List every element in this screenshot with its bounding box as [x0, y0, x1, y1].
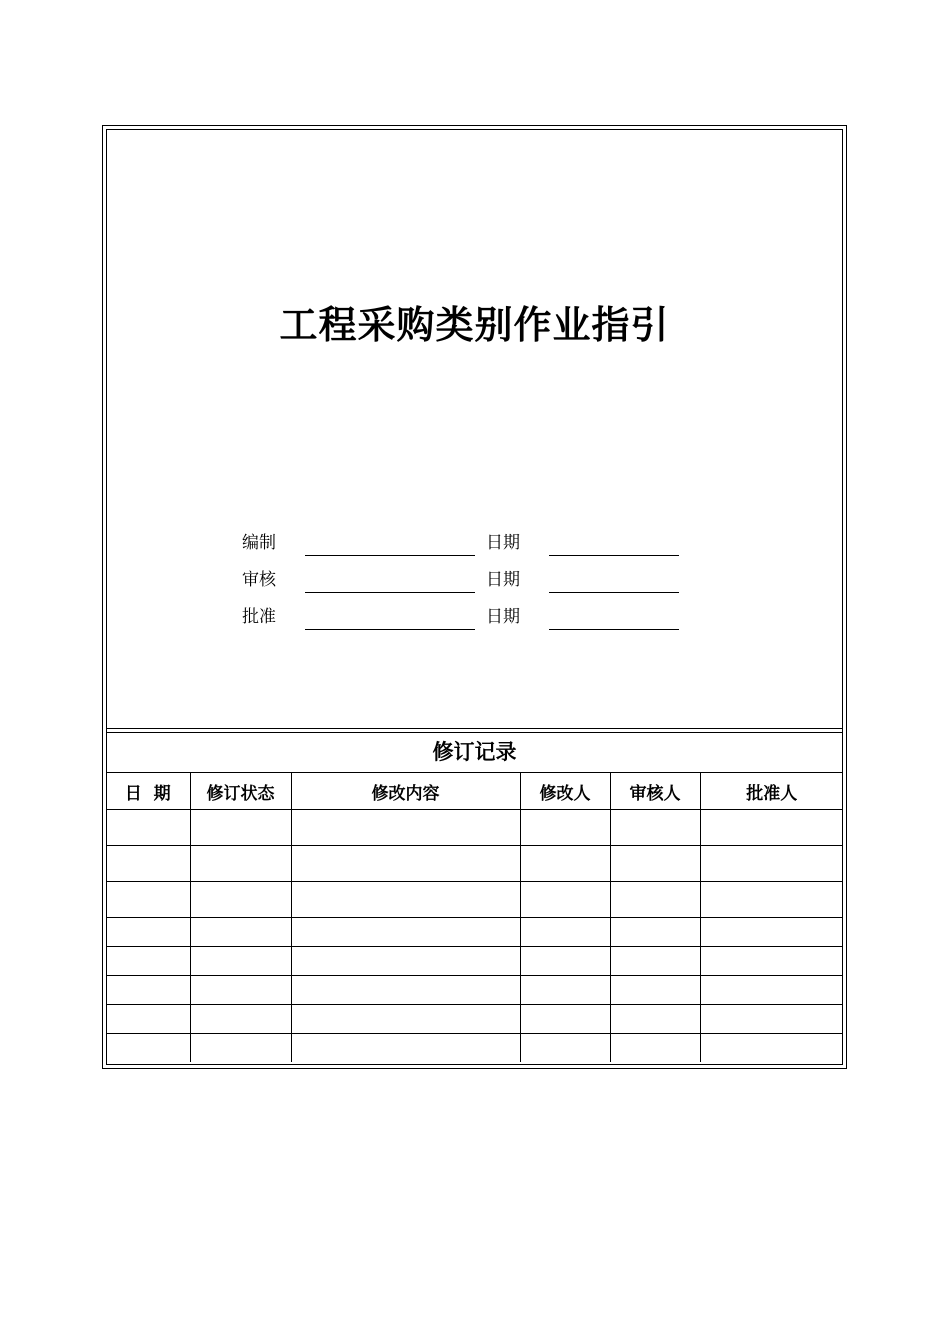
table-cell[interactable]	[610, 947, 700, 976]
table-cell[interactable]	[700, 918, 843, 947]
table-cell[interactable]	[190, 918, 291, 947]
table-cell[interactable]	[106, 882, 190, 918]
table-row	[106, 846, 843, 882]
table-cell[interactable]	[190, 810, 291, 846]
table-cell[interactable]	[610, 882, 700, 918]
table-cell[interactable]	[520, 846, 610, 882]
date-label: 日期	[486, 607, 520, 627]
table-cell[interactable]	[291, 810, 520, 846]
date-label: 日期	[486, 570, 520, 590]
column-header-reviewer: 审核人	[610, 773, 700, 810]
table-cell[interactable]	[610, 1005, 700, 1034]
signoff-label: 编制	[242, 533, 276, 553]
table-cell[interactable]	[700, 947, 843, 976]
signature-line	[305, 555, 475, 556]
table-cell[interactable]	[190, 976, 291, 1005]
table-cell[interactable]	[610, 810, 700, 846]
table-cell[interactable]	[106, 1034, 190, 1063]
table-cell[interactable]	[291, 846, 520, 882]
table-cell[interactable]	[291, 918, 520, 947]
table-cell[interactable]	[190, 846, 291, 882]
table-header-row	[106, 773, 843, 810]
table-cell[interactable]	[520, 976, 610, 1005]
table-cell[interactable]	[520, 810, 610, 846]
section-divider	[106, 728, 843, 729]
revision-record-title: 修订记录	[432, 739, 517, 764]
table-cell[interactable]	[106, 976, 190, 1005]
column-header-modifier: 修改人	[520, 773, 610, 810]
document-title: 工程采购类别作业指引	[279, 302, 670, 347]
table-cell[interactable]	[291, 882, 520, 918]
column-header-revision-status: 修订状态	[190, 773, 291, 810]
table-cell[interactable]	[106, 1005, 190, 1034]
table-cell[interactable]	[106, 918, 190, 947]
table-cell[interactable]	[106, 810, 190, 846]
column-header-approver: 批准人	[700, 773, 843, 810]
table-row	[106, 810, 843, 846]
table-cell[interactable]	[610, 1034, 700, 1063]
table-cell[interactable]	[610, 918, 700, 947]
table-cell[interactable]	[520, 1005, 610, 1034]
column-header-change-content: 修改内容	[291, 773, 520, 810]
signoff-label: 批准	[242, 607, 276, 627]
table-cell[interactable]	[190, 1034, 291, 1063]
table-cell[interactable]	[520, 1034, 610, 1063]
table-cell[interactable]	[520, 882, 610, 918]
table-cell[interactable]	[700, 976, 843, 1005]
table-cell[interactable]	[700, 810, 843, 846]
table-cell[interactable]	[610, 976, 700, 1005]
revision-table	[106, 772, 843, 1062]
table-cell[interactable]	[291, 1034, 520, 1063]
table-cell[interactable]	[106, 947, 190, 976]
date-line	[549, 592, 679, 593]
table-cell[interactable]	[291, 947, 520, 976]
date-label: 日期	[486, 533, 520, 553]
signature-line	[305, 629, 475, 630]
date-line	[549, 629, 679, 630]
table-cell[interactable]	[190, 882, 291, 918]
table-cell[interactable]	[700, 1005, 843, 1034]
table-row	[106, 947, 843, 976]
table-cell[interactable]	[190, 1005, 291, 1034]
table-cell[interactable]	[291, 976, 520, 1005]
signature-line	[305, 592, 475, 593]
table-cell[interactable]	[700, 846, 843, 882]
table-cell[interactable]	[700, 882, 843, 918]
date-line	[549, 555, 679, 556]
section-divider	[106, 732, 843, 733]
table-cell[interactable]	[520, 918, 610, 947]
table-row	[106, 1034, 843, 1063]
table-cell[interactable]	[106, 846, 190, 882]
table-row	[106, 918, 843, 947]
table-cell[interactable]	[520, 947, 610, 976]
table-cell[interactable]	[700, 1034, 843, 1063]
table-cell[interactable]	[190, 947, 291, 976]
table-cell[interactable]	[610, 846, 700, 882]
table-row	[106, 1005, 843, 1034]
signoff-label: 审核	[242, 570, 276, 590]
table-cell[interactable]	[291, 1005, 520, 1034]
column-header-date: 日 期	[106, 773, 190, 810]
table-row	[106, 882, 843, 918]
table-row	[106, 976, 843, 1005]
